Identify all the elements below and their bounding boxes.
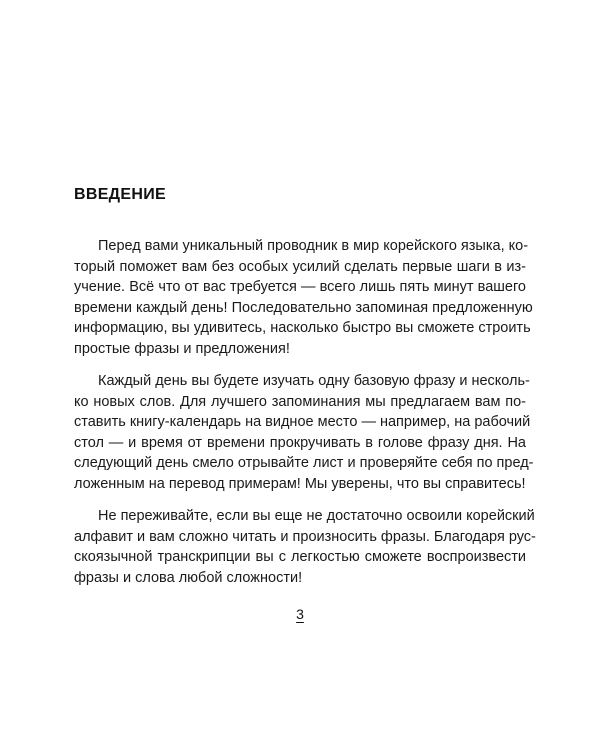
text-line: простые фразы и предложения! xyxy=(74,340,290,357)
page-number xyxy=(0,606,600,622)
text-line: Не переживайте, если вы еще не достаточно освоили корейский xyxy=(98,508,535,524)
text-line: Каждый день вы будете изучать одну базовую фразу и несколь- xyxy=(98,373,530,389)
text-line: фразы и слова любой сложности! xyxy=(74,569,303,586)
text-line: ко новых слов. Для лучшего запоминания мы предлагаем вам по- xyxy=(74,393,526,410)
text-line: стол — и время от времени прокручивать в голове фразу дня. На xyxy=(74,434,526,451)
text-line: алфавит и вам сложно читать и произносить фразы. Благодаря рус- xyxy=(74,528,536,545)
text-line: ложенным на перевод примерам! Мы уверены, что вы справитесь! xyxy=(74,475,526,492)
text-line: следующий день смело отрывайте лист и проверяйте себя по пред- xyxy=(74,455,534,471)
text-line: скоязычной транскрипции вы с легкостью сможете воспроизвести xyxy=(74,549,526,565)
body-text xyxy=(74,236,536,600)
text-line: учение. Всё что от вас требуется — всего лишь пять минут вашего xyxy=(74,279,526,295)
text-line: ставить книгу-календарь на видное место — например, на рабочий xyxy=(74,414,531,430)
paragraph-1 xyxy=(74,236,533,359)
paragraph-3 xyxy=(74,506,536,588)
page-number-value: 3 xyxy=(296,606,304,622)
text-line: информацию, вы удивитесь, насколько быстро вы сможете строить xyxy=(74,320,531,336)
section-heading: ВВЕДЕНИЕ xyxy=(74,186,166,203)
paragraph-2 xyxy=(74,371,534,494)
text-line: торый поможет вам без особых усилий сделать первые шаги в из- xyxy=(74,258,526,275)
text-line: Перед вами уникальный проводник в мир корейского языка, ко- xyxy=(98,238,529,254)
text-line: времени каждый день! Последовательно запоминая предложенную xyxy=(74,299,533,316)
